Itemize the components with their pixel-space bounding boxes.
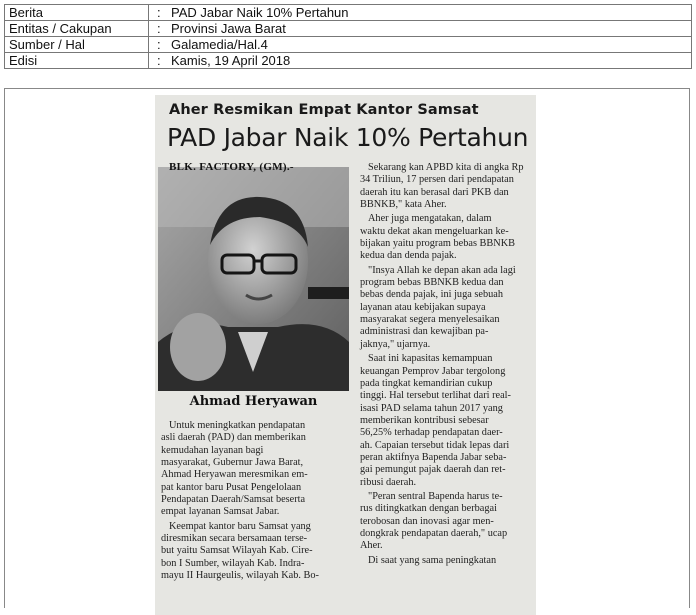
text-line: terobosan dan inovasi agar men- xyxy=(360,515,494,527)
text-line: Ahmad Heryawan meresmikan em- xyxy=(161,469,308,481)
text-line: kedua dan denda pajak. xyxy=(360,250,457,262)
metadata-table xyxy=(4,4,692,69)
text-line: Aher. xyxy=(360,540,383,552)
article-headline: PAD Jabar Naik 10% Pertahun xyxy=(167,123,529,152)
text-line: ribusi daerah. xyxy=(360,476,417,488)
metadata-separator: : xyxy=(157,21,161,36)
text-line: waktu dekat akan mengeluarkan ke- xyxy=(360,225,509,237)
text-line: tinggi. Hal tersebut terlihat dari real- xyxy=(360,390,511,402)
metadata-value-cell xyxy=(149,53,692,69)
metadata-value-cell xyxy=(149,21,692,37)
text-line: 56,25% terhadap pendapatan daer- xyxy=(360,427,503,439)
text-line: pat kantor baru Pusat Pengelolaan xyxy=(161,481,302,493)
text-line: gai pemungut pajak daerah dan ret- xyxy=(360,464,506,476)
article-byline: BLK. FACTORY, (GM).- xyxy=(169,161,294,173)
right-column xyxy=(360,162,532,569)
text-line: isasi PAD selama tahun 2017 yang xyxy=(360,402,503,414)
article-paragraph xyxy=(360,353,532,489)
text-line: masyarakat segera menyelesaikan xyxy=(360,314,500,326)
metadata-label: Berita xyxy=(5,5,149,21)
metadata-value-cell xyxy=(149,37,692,53)
metadata-separator: : xyxy=(157,5,161,20)
text-line: program bebas BBNKB kedua dan xyxy=(360,277,504,289)
text-line: empat layanan Samsat Jabar. xyxy=(161,506,280,518)
text-line: asli daerah (PAD) dan memberikan xyxy=(161,432,306,444)
text-line: dongkrak pendapatan daerah," ucap xyxy=(360,527,508,539)
text-line: daerah itu kan berasal dari PKB dan xyxy=(360,186,509,198)
metadata-row xyxy=(5,53,692,69)
text-line: Keempat kantor baru Samsat yang xyxy=(169,520,311,532)
metadata-value: Kamis, 19 April 2018 xyxy=(171,53,291,68)
metadata-row xyxy=(5,21,692,37)
article-paragraph xyxy=(360,265,532,351)
text-line: "Insya Allah ke depan akan ada lagi xyxy=(368,264,516,276)
text-line: 34 Triliun, 17 persen dari pendapatan xyxy=(360,174,514,186)
text-line: Aher juga mengatakan, dalam xyxy=(368,213,492,225)
article-paragraph xyxy=(360,162,532,211)
article-paragraph xyxy=(360,491,532,553)
article-paragraph xyxy=(161,521,347,583)
article-paragraph xyxy=(360,555,532,567)
text-line: administrasi dan kewajiban pa- xyxy=(360,326,489,338)
text-line: bebas denda pajak, ini juga sebuah xyxy=(360,289,503,301)
text-line: peran aktifnya Bapenda Jabar seba- xyxy=(360,451,507,463)
metadata-separator: : xyxy=(157,37,161,52)
metadata-row xyxy=(5,37,692,53)
text-line: Di saat yang sama peningkatan xyxy=(368,554,497,566)
text-line: layanan atau kebijakan supaya xyxy=(360,301,486,313)
article-paragraph xyxy=(360,213,532,262)
metadata-separator: : xyxy=(157,53,161,68)
metadata-label: Sumber / Hal xyxy=(5,37,149,53)
text-line: Pendapatan Daerah/Samsat beserta xyxy=(161,494,306,506)
metadata-label: Edisi xyxy=(5,53,149,69)
text-line: masyarakat, Gubernur Jawa Barat, xyxy=(161,457,304,469)
article-paragraph xyxy=(161,420,347,519)
text-line: but yaitu Samsat Wilayah Kab. Cire- xyxy=(161,545,313,557)
text-line: BBNKB," kata Aher. xyxy=(360,199,447,211)
text-line: jaknya," ujarnya. xyxy=(360,338,431,350)
text-line: diresmikan secara bersamaan terse- xyxy=(161,533,308,545)
text-line: "Peran sentral Bapenda harus te- xyxy=(368,490,503,502)
metadata-value: PAD Jabar Naik 10% Pertahun xyxy=(171,5,349,20)
text-line: Untuk meningkatkan pendapatan xyxy=(169,420,306,431)
metadata-value: Provinsi Jawa Barat xyxy=(171,21,286,36)
metadata-value-cell xyxy=(149,5,692,21)
portrait-image xyxy=(158,167,349,391)
text-line: rus ditingkatkan dengan berbagai xyxy=(360,503,497,515)
portrait-photo xyxy=(158,167,349,391)
text-line: Sekarang kan APBD kita di angka Rp xyxy=(368,162,524,173)
text-line: ah. Capaian tersebut tidak lepas dari xyxy=(360,439,510,451)
text-line: keuangan Pemprov Jabar tergolong xyxy=(360,365,506,377)
text-line: mayu II Haurgeulis, wilayah Kab. Bo- xyxy=(161,570,319,582)
text-line: Saat ini kapasitas kemampuan xyxy=(368,353,493,365)
left-column xyxy=(161,420,347,584)
newspaper-clipping xyxy=(155,95,536,615)
text-line: pada tingkat kemandirian cukup xyxy=(360,377,493,389)
metadata-label: Entitas / Cakupan xyxy=(5,21,149,37)
metadata-value: Galamedia/Hal.4 xyxy=(171,37,268,52)
text-line: bon I Sumber, wilayah Kab. Indra- xyxy=(161,557,305,569)
text-line: kemudahan layanan bagi xyxy=(161,444,264,456)
text-line: bijakan yaitu program bebas BBNKB xyxy=(360,238,515,250)
text-line: memberikan kontribusi sebesar xyxy=(360,414,489,426)
metadata-row xyxy=(5,5,692,21)
photo-caption: Ahmad Heryawan xyxy=(189,394,318,409)
article-kicker: Aher Resmikan Empat Kantor Samsat xyxy=(169,102,479,118)
